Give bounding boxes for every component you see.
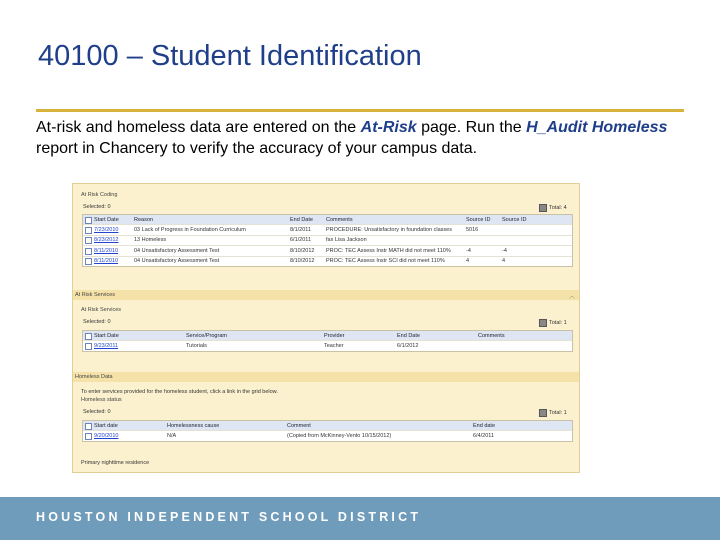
row-checkbox[interactable] — [85, 237, 92, 243]
table-cell: 13 Homeless — [134, 237, 167, 244]
table-cell: 8/10/2012 — [290, 258, 315, 265]
at-risk-services-total — [539, 319, 567, 327]
column-header[interactable]: Homelessness cause — [167, 422, 220, 429]
row-checkbox[interactable] — [85, 258, 92, 264]
start-date-link[interactable]: 9/23/2011 — [94, 342, 119, 349]
table-cell: PROCEDURE: Unsatisfactory in foundation classes — [326, 226, 452, 233]
column-header[interactable]: Provider — [324, 332, 345, 339]
at-risk-services-band[interactable] — [73, 290, 579, 300]
table-cell: -4 — [502, 247, 507, 254]
start-date-link[interactable]: 8/11/2010 — [94, 247, 119, 254]
column-header[interactable]: Start date — [94, 422, 118, 429]
table-row[interactable] — [83, 256, 572, 267]
row-checkbox[interactable] — [85, 343, 92, 349]
start-date-link[interactable]: 7/23/2010 — [94, 226, 119, 233]
slide-title: 40100 – Student Identification — [38, 40, 422, 72]
table-row[interactable] — [83, 340, 572, 351]
column-header[interactable]: Comments — [326, 216, 353, 223]
table-cell: 6/4/2011 — [473, 432, 495, 439]
total-label: Total: 1 — [549, 410, 567, 416]
column-header[interactable]: Comments — [478, 332, 505, 339]
column-header[interactable]: Start Date — [94, 216, 119, 223]
at-risk-services-selected: Selected: 0 — [83, 319, 111, 325]
report-name: H_Audit Homeless — [526, 119, 668, 136]
row-checkbox[interactable] — [85, 248, 92, 254]
table-cell: 03 Lack of Progress in Foundation Curriculum — [134, 226, 246, 233]
table-cell: 8/10/2012 — [290, 247, 315, 254]
table-cell: 5016 — [466, 226, 479, 233]
print-icon[interactable] — [539, 204, 547, 212]
table-cell: PROC: TEC Assess Instr MATH did not meet 110% — [326, 247, 451, 254]
total-label: Total: 4 — [549, 205, 567, 211]
homeless-data-band[interactable] — [73, 372, 579, 382]
homeless-note: To enter services provided for the homeless student, click a link in the grid below. — [81, 389, 278, 395]
table-row[interactable] — [83, 224, 572, 235]
table-row[interactable] — [83, 235, 572, 246]
footer-district-name: HOUSTON INDEPENDENT SCHOOL DISTRICT — [36, 510, 422, 524]
collapse-icon[interactable]: ︿ — [568, 294, 575, 300]
table-cell: 4 — [502, 258, 506, 265]
select-all-checkbox[interactable] — [85, 333, 92, 339]
column-header[interactable]: Comment — [287, 422, 311, 429]
table-cell: -4 — [466, 247, 471, 254]
table-row[interactable] — [83, 430, 572, 441]
homeless-status-title: Homeless status — [81, 397, 122, 403]
column-header[interactable]: Source ID — [502, 216, 527, 223]
column-header[interactable]: End Date — [397, 332, 420, 339]
body-text-part: report in Chancery to verify the accuracy of your campus data. — [36, 140, 478, 157]
at-risk-coding-grid — [82, 214, 573, 267]
at-risk-page-name: At-Risk — [360, 119, 417, 136]
table-cell: 6/1/2012 — [397, 342, 419, 349]
homeless-status-grid — [82, 420, 573, 442]
table-cell: 6/1/2011 — [290, 237, 312, 244]
primary-nighttime-label: Primary nighttime residence — [81, 460, 150, 466]
homeless-selected: Selected: 0 — [83, 409, 111, 415]
table-cell: 04 Unsatisfactory Assessment Test — [134, 258, 220, 265]
table-cell: 8/1/2011 — [290, 226, 312, 233]
grid-header — [83, 421, 572, 430]
at-risk-services-grid — [82, 330, 573, 352]
at-risk-coding-total — [539, 204, 567, 212]
column-header[interactable]: Start Date — [94, 332, 119, 339]
table-cell: fax Lisa Jackson — [326, 237, 367, 244]
column-header[interactable]: Source ID — [466, 216, 491, 223]
title-divider — [36, 109, 684, 112]
print-icon[interactable] — [539, 409, 547, 417]
table-cell: N/A — [167, 432, 177, 439]
column-header[interactable]: Service/Program — [186, 332, 227, 339]
select-all-checkbox[interactable] — [85, 423, 92, 429]
table-row[interactable] — [83, 245, 572, 256]
select-all-checkbox[interactable] — [85, 217, 92, 223]
table-cell: 4 — [466, 258, 470, 265]
column-header[interactable]: End Date — [290, 216, 313, 223]
band-label: At Risk Services — [75, 292, 116, 298]
start-date-link[interactable]: 8/23/2012 — [94, 237, 119, 244]
column-header[interactable]: End date — [473, 422, 496, 429]
table-cell: PROC: TEC Assess Instr SCI did not meet 110% — [326, 258, 445, 265]
slide-body-text — [36, 117, 686, 159]
start-date-link[interactable]: 9/20/2010 — [94, 432, 119, 439]
chancery-screenshot — [72, 183, 580, 473]
start-date-link[interactable]: 8/11/2010 — [94, 258, 119, 265]
grid-header — [83, 215, 572, 224]
at-risk-coding-title: At Risk Coding — [81, 192, 118, 198]
table-cell: Tutorials — [186, 342, 207, 349]
homeless-total — [539, 409, 567, 417]
band-label: Homeless Data — [75, 374, 113, 380]
total-label: Total: 1 — [549, 320, 567, 326]
table-cell: (Copied from McKinney-Vento 10/15/2012) — [287, 432, 392, 439]
body-text-part: page. Run the — [416, 119, 527, 136]
body-text-part: At-risk and homeless data are entered on the — [36, 119, 361, 136]
row-checkbox[interactable] — [85, 433, 92, 439]
print-icon[interactable] — [539, 319, 547, 327]
table-cell: Teacher — [324, 342, 344, 349]
grid-header — [83, 331, 572, 340]
column-header[interactable]: Reason — [134, 216, 153, 223]
table-cell: 04 Unsatisfactory Assessment Test — [134, 247, 220, 254]
at-risk-coding-selected: Selected: 0 — [83, 204, 111, 210]
at-risk-services-title: At Risk Services — [81, 307, 122, 313]
row-checkbox[interactable] — [85, 227, 92, 233]
